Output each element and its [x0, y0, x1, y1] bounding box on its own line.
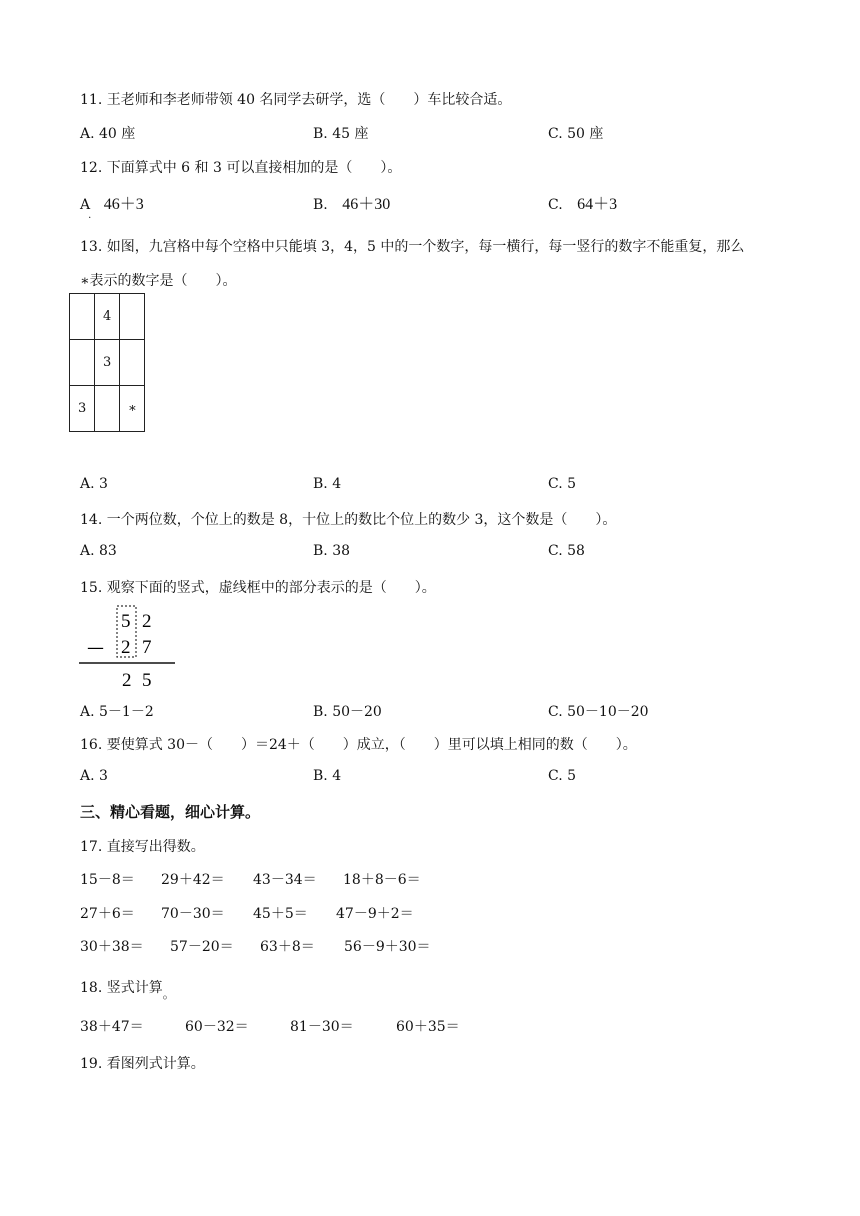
- calc-item: 70－30＝: [161, 906, 225, 922]
- vertical-digit: 5: [121, 611, 131, 632]
- nine-square-grid: [69, 293, 145, 432]
- calc-item: 47－9＋2＝: [336, 906, 414, 922]
- question-18-text: [80, 977, 175, 1001]
- minus-sign: —: [87, 638, 104, 658]
- q12-expr-a: 46＋3: [103, 196, 144, 213]
- grid-cell: 3: [70, 386, 95, 432]
- calc-item: 45＋5＝: [253, 906, 308, 922]
- question-16-text: 16. 要使算式 30－（ ）＝24＋（ ）成立，（ ）里可以填上相同的数（ ）。: [80, 737, 637, 753]
- calc-item: 29＋42＝: [161, 872, 225, 888]
- vertical-subtraction: [70, 602, 190, 694]
- grid-cell: [95, 386, 120, 432]
- q16-option-a: A. 3: [80, 768, 108, 784]
- q12-expr-b: 46＋30: [342, 196, 391, 213]
- vertical-calc-item: 60－32＝: [185, 1019, 249, 1035]
- q12-option-b-label: B.: [313, 197, 328, 213]
- grid-cell: [70, 340, 95, 386]
- q12-option-c: [548, 191, 617, 214]
- q12-option-c-label: C.: [548, 197, 563, 213]
- q11-option-b: B. 45 座: [313, 126, 369, 142]
- q12-option-a-label: A: [80, 197, 91, 213]
- grid-cell: [120, 294, 145, 340]
- q14-option-b: B. 38: [313, 543, 351, 559]
- question-18-label: 18. 竖式计算: [80, 980, 163, 996]
- question-11-text: 11. 王老师和李老师带领 40 名同学去研学，选（ ）车比较合适。: [80, 92, 512, 108]
- calc-item: 43－34＝: [253, 872, 317, 888]
- grid-cell: [120, 340, 145, 386]
- q12-dot: .: [88, 210, 92, 221]
- calc-item: 56－9＋30＝: [344, 939, 431, 955]
- q13-option-c: C. 5: [548, 476, 577, 492]
- q11-option-c: C. 50 座: [548, 126, 604, 142]
- grid-cell: 3: [95, 340, 120, 386]
- question-15-text: 15. 观察下面的竖式，虚线框中的部分表示的是（ ）。: [80, 580, 436, 596]
- calc-item: 57－20＝: [170, 939, 234, 955]
- vertical-digit: 2: [122, 670, 132, 691]
- question-19-text: 19. 看图列式计算。: [80, 1056, 205, 1072]
- grid-cell: ∗: [120, 386, 145, 432]
- question-17-text: 17. 直接写出得数。: [80, 839, 205, 855]
- vertical-calc-item: 38＋47＝: [80, 1019, 144, 1035]
- calc-item: 27＋6＝: [80, 906, 135, 922]
- grid-cell: 4: [95, 294, 120, 340]
- vertical-digit: 2: [142, 611, 152, 632]
- calc-item: 30＋38＝: [80, 939, 144, 955]
- q15-option-b: B. 50－20: [313, 704, 382, 720]
- q12-expr-c: 64＋3: [577, 196, 618, 213]
- q11-option-a: A. 40 座: [80, 126, 136, 142]
- q14-option-c: C. 58: [548, 543, 585, 559]
- q12-option-b: [313, 191, 390, 214]
- q15-option-a: A. 5－1－2: [80, 704, 154, 720]
- q15-option-c: C. 50－10－20: [548, 704, 649, 720]
- vertical-calc-item: 81－30＝: [290, 1019, 354, 1035]
- q14-option-a: A. 83: [80, 543, 117, 559]
- question-13-text-line1: 13. 如图，九宫格中每个空格中只能填 3，4，5 中的一个数字，每一横行，每一竖行的数字不能重复，那么: [80, 239, 745, 255]
- question-12-text: 12. 下面算式中 6 和 3 可以直接相加的是（ ）。: [80, 160, 402, 176]
- calc-item: 15－8＝: [80, 872, 135, 888]
- q13-option-a: A. 3: [80, 476, 108, 492]
- vertical-calc-item: 60＋35＝: [396, 1019, 460, 1035]
- grid-cell: [70, 294, 95, 340]
- calc-item: 63＋8＝: [260, 939, 315, 955]
- q13-option-b: B. 4: [313, 476, 342, 492]
- vertical-digit: 2: [121, 637, 131, 658]
- question-18-dot: 。: [162, 987, 175, 1001]
- q12-option-a: [80, 191, 144, 221]
- question-14-text: 14. 一个两位数，个位上的数是 8，十位上的数比个位上的数少 3，这个数是（ ）。: [80, 512, 617, 528]
- q16-option-c: C. 5: [548, 768, 577, 784]
- question-13-text-line2: ∗表示的数字是（ ）。: [80, 273, 237, 289]
- vertical-digit: 5: [142, 670, 152, 691]
- q16-option-b: B. 4: [313, 768, 342, 784]
- vertical-digit: 7: [142, 637, 152, 658]
- calc-item: 18＋8－6＝: [343, 872, 421, 888]
- section-3-heading: 三、精心看题，细心计算。: [80, 803, 261, 821]
